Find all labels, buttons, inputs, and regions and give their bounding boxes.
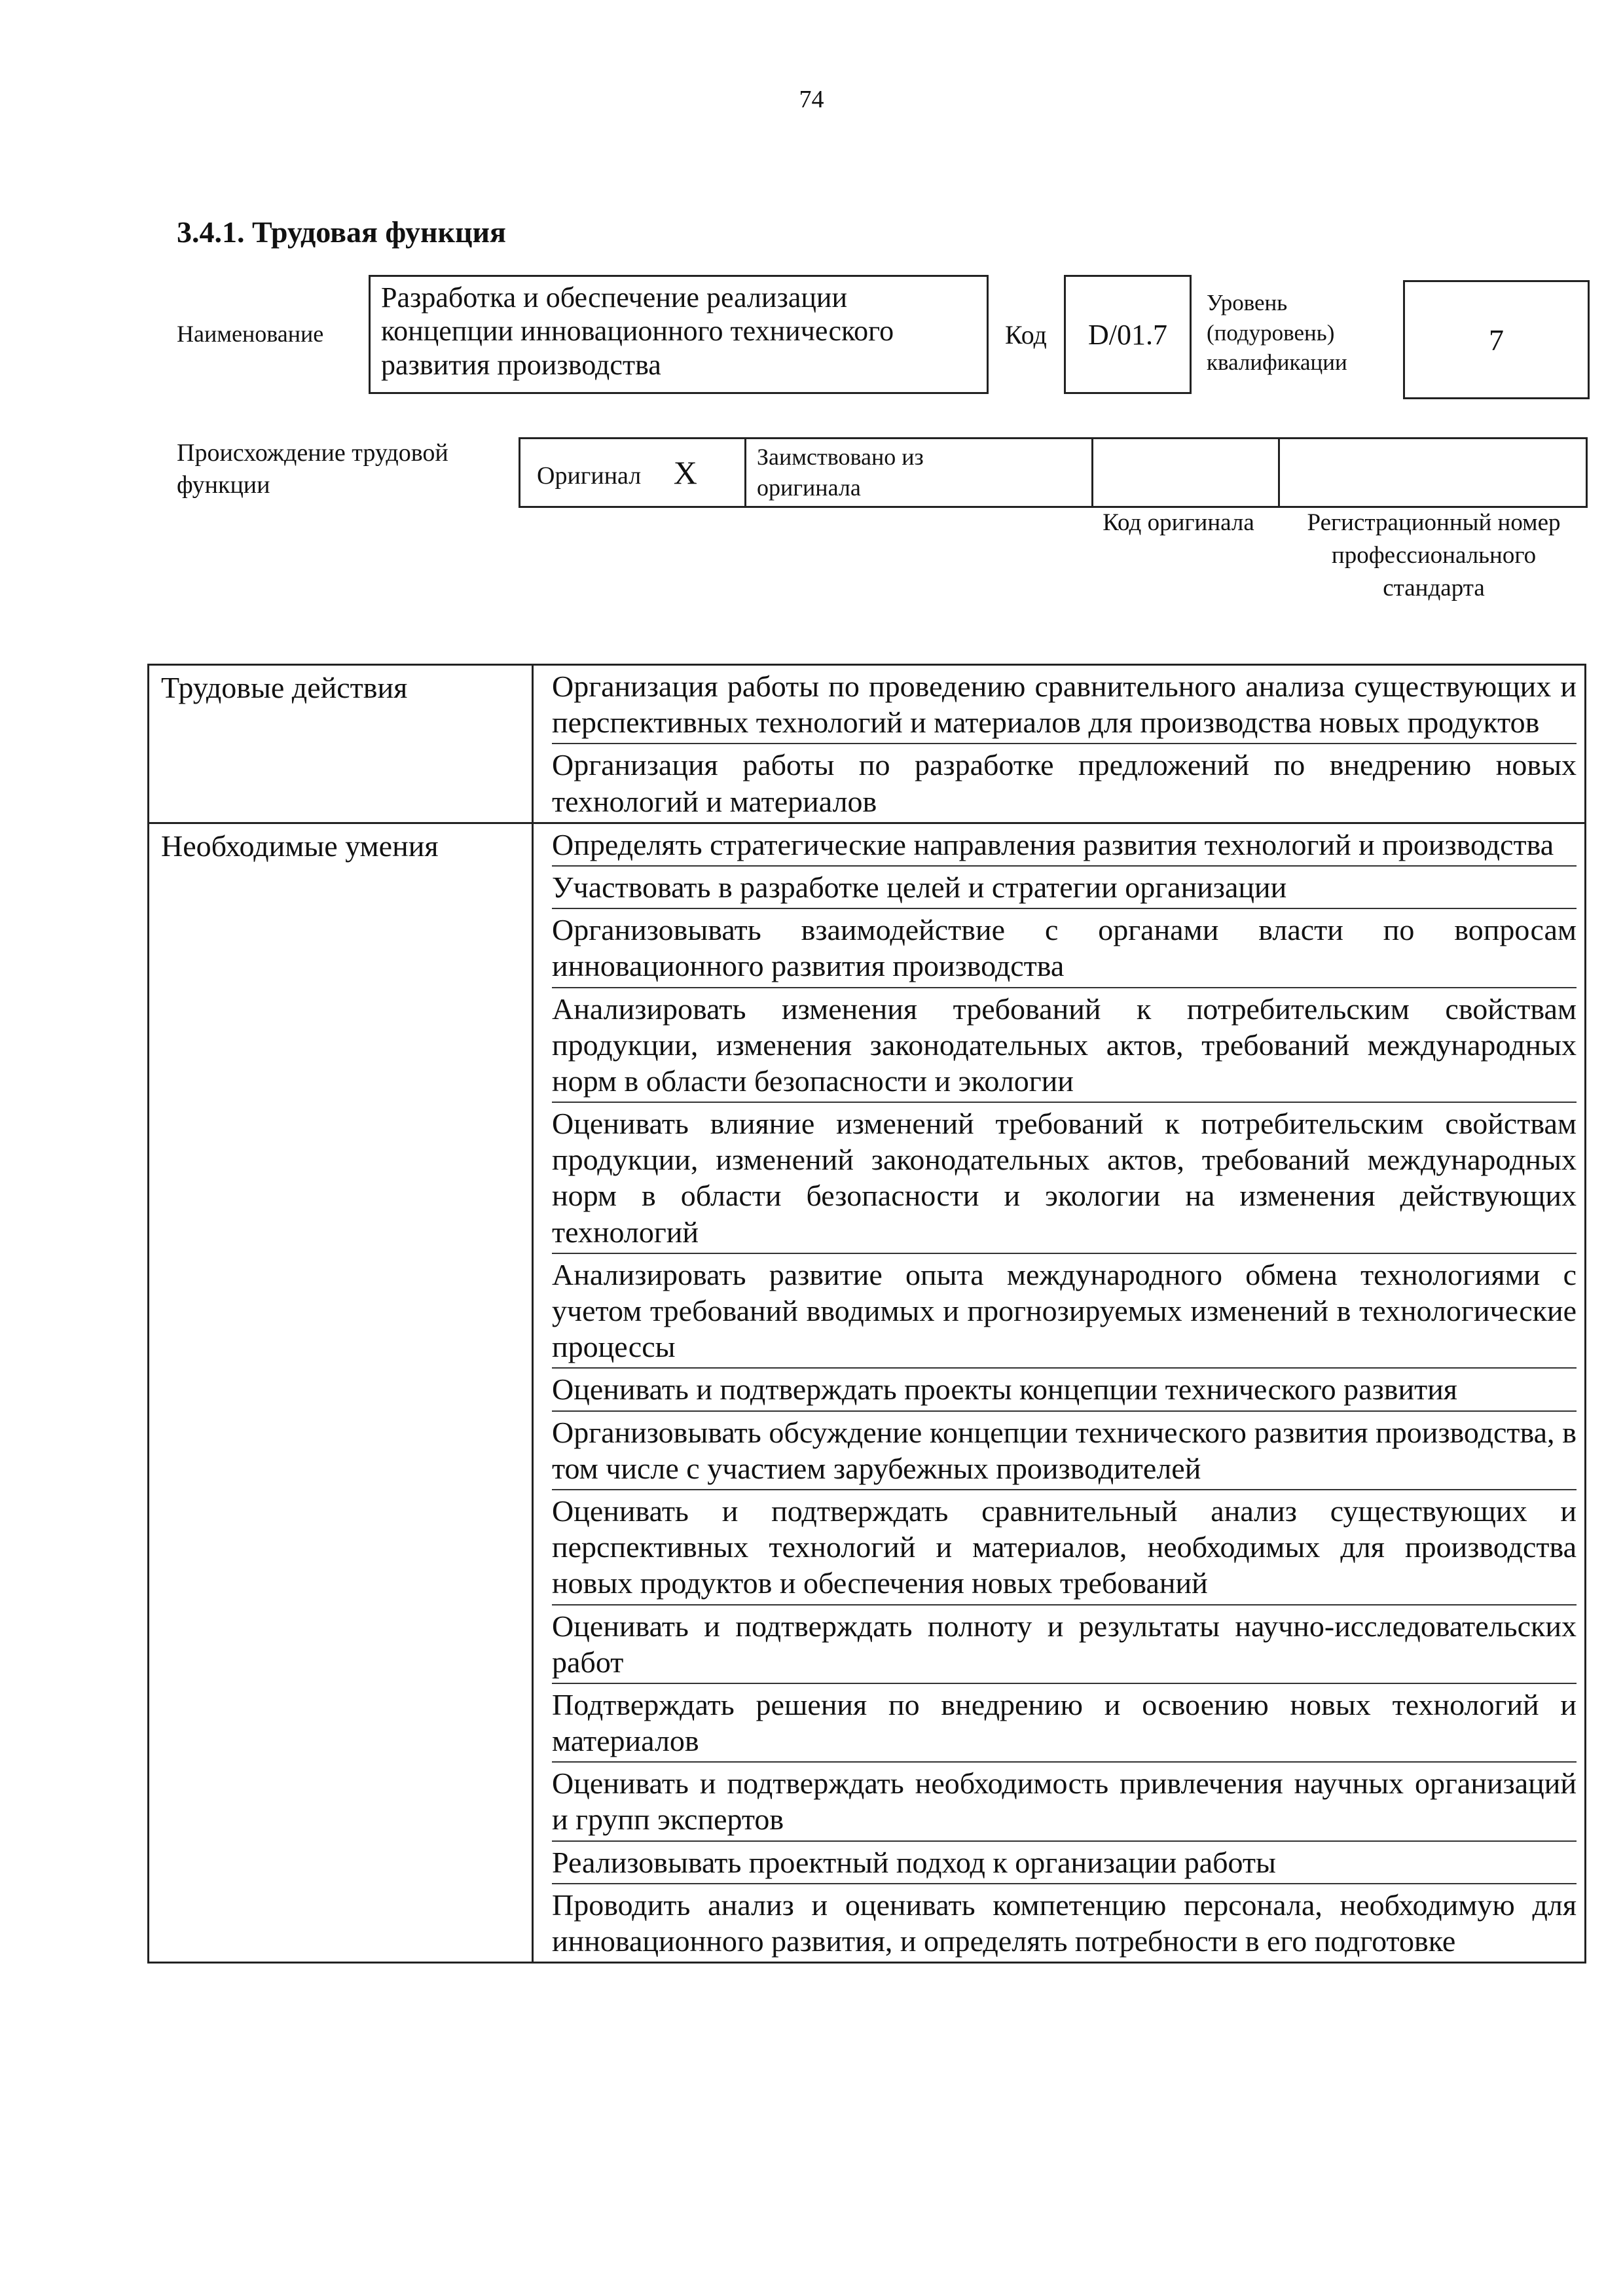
original-code-caption-text: Код оригинала xyxy=(1103,509,1254,536)
borrowed-label: Заимствовано из оригинала xyxy=(757,444,924,501)
original-code-caption xyxy=(1087,507,1270,539)
list-item: Организовывать обсуждение концепции технического развития производства, в том числе с участием зарубежных производителей xyxy=(552,1412,1577,1490)
list-item: Анализировать изменения требований к потребительским свойствам продукции, изменения законодательных актов, требований международных норм в области безопасности и экологии xyxy=(552,988,1577,1103)
list-item: Организация работы по разработке предложений по внедрению новых технологий и материалов xyxy=(552,748,1577,818)
section-row xyxy=(149,823,1586,1962)
list-item: Участвовать в разработке целей и стратегии организации xyxy=(552,867,1577,909)
section-title-cell: Необходимые умения xyxy=(149,823,533,1962)
level-box xyxy=(1403,280,1590,399)
list-item: Проводить анализ и оценивать компетенцию персонала, необходимую для инновационного развития, и определять потребности в его подготовке xyxy=(552,1888,1577,1958)
original-cell xyxy=(520,439,746,507)
level-label-text: Уровень (подуровень) квалификации xyxy=(1207,290,1347,375)
original-code-cell xyxy=(1093,439,1279,507)
level-value: 7 xyxy=(1489,323,1504,357)
origin-label xyxy=(177,437,504,502)
borrowed-cell xyxy=(746,439,1093,507)
list-item: Реализовывать проектный подход к организации работы xyxy=(552,1842,1577,1884)
list-item: Оценивать влияние изменений требований к потребительским свойствам продукции, изменений законодательных актов, требований международных норм в области безопасности и экологии на изменения действующих технологий xyxy=(552,1103,1577,1254)
section-items-cell xyxy=(533,665,1586,823)
list-item: Оценивать и подтверждать необходимость привлечения научных организаций и групп экспертов xyxy=(552,1763,1577,1841)
section-title: 3.4.1. Трудовая функция xyxy=(177,215,506,249)
reg-number-caption xyxy=(1296,507,1571,605)
list-item: Оценивать и подтверждать проекты концепции технического развития xyxy=(552,1369,1577,1411)
functions-table xyxy=(147,664,1586,1964)
function-name: Разработка и обеспечение реализации концепции инновационного технического развития производства xyxy=(381,281,894,381)
list-item: Оценивать и подтверждать сравнительный анализ существующих и перспективных технологий и материалов, необходимых для производства новых продуктов и обеспечения новых требований xyxy=(552,1490,1577,1605)
page-number: 74 xyxy=(799,86,824,113)
list-item: Анализировать развитие опыта международного обмена технологиями с учетом требований вводимых и прогнозируемых изменений в технологические процессы xyxy=(552,1254,1577,1369)
list-item: Организация работы по проведению сравнительного анализа существующих и перспективных технологий и материалов для производства новых продуктов xyxy=(552,666,1577,744)
original-label: Оригинал xyxy=(537,461,642,490)
level-label xyxy=(1207,288,1364,378)
section-row xyxy=(149,665,1586,823)
section-items-cell xyxy=(533,823,1586,1962)
name-label: Наименование xyxy=(177,321,324,347)
list-item: Определять стратегические направления развития технологий и производства xyxy=(552,824,1577,867)
origin-label-text: Происхождение трудовой функции xyxy=(177,439,448,499)
list-item: Оценивать и подтверждать полноту и результаты научно-исследовательских работ xyxy=(552,1605,1577,1684)
list-item: Организовывать взаимодействие с органами власти по вопросам инновационного развития производства xyxy=(552,909,1577,988)
function-name-box xyxy=(369,275,989,394)
code-box xyxy=(1064,275,1192,394)
code-label: Код xyxy=(1005,320,1047,350)
list-item: Подтверждать решения по внедрению и освоению новых технологий и материалов xyxy=(552,1684,1577,1763)
code-value: D/01.7 xyxy=(1088,318,1167,351)
origin-table xyxy=(519,437,1588,508)
original-mark: X xyxy=(673,454,697,491)
reg-number-caption-text: Регистрационный номер профессионального стандарта xyxy=(1307,509,1561,601)
section-title-cell: Трудовые действия xyxy=(149,665,533,823)
reg-number-cell xyxy=(1279,439,1587,507)
